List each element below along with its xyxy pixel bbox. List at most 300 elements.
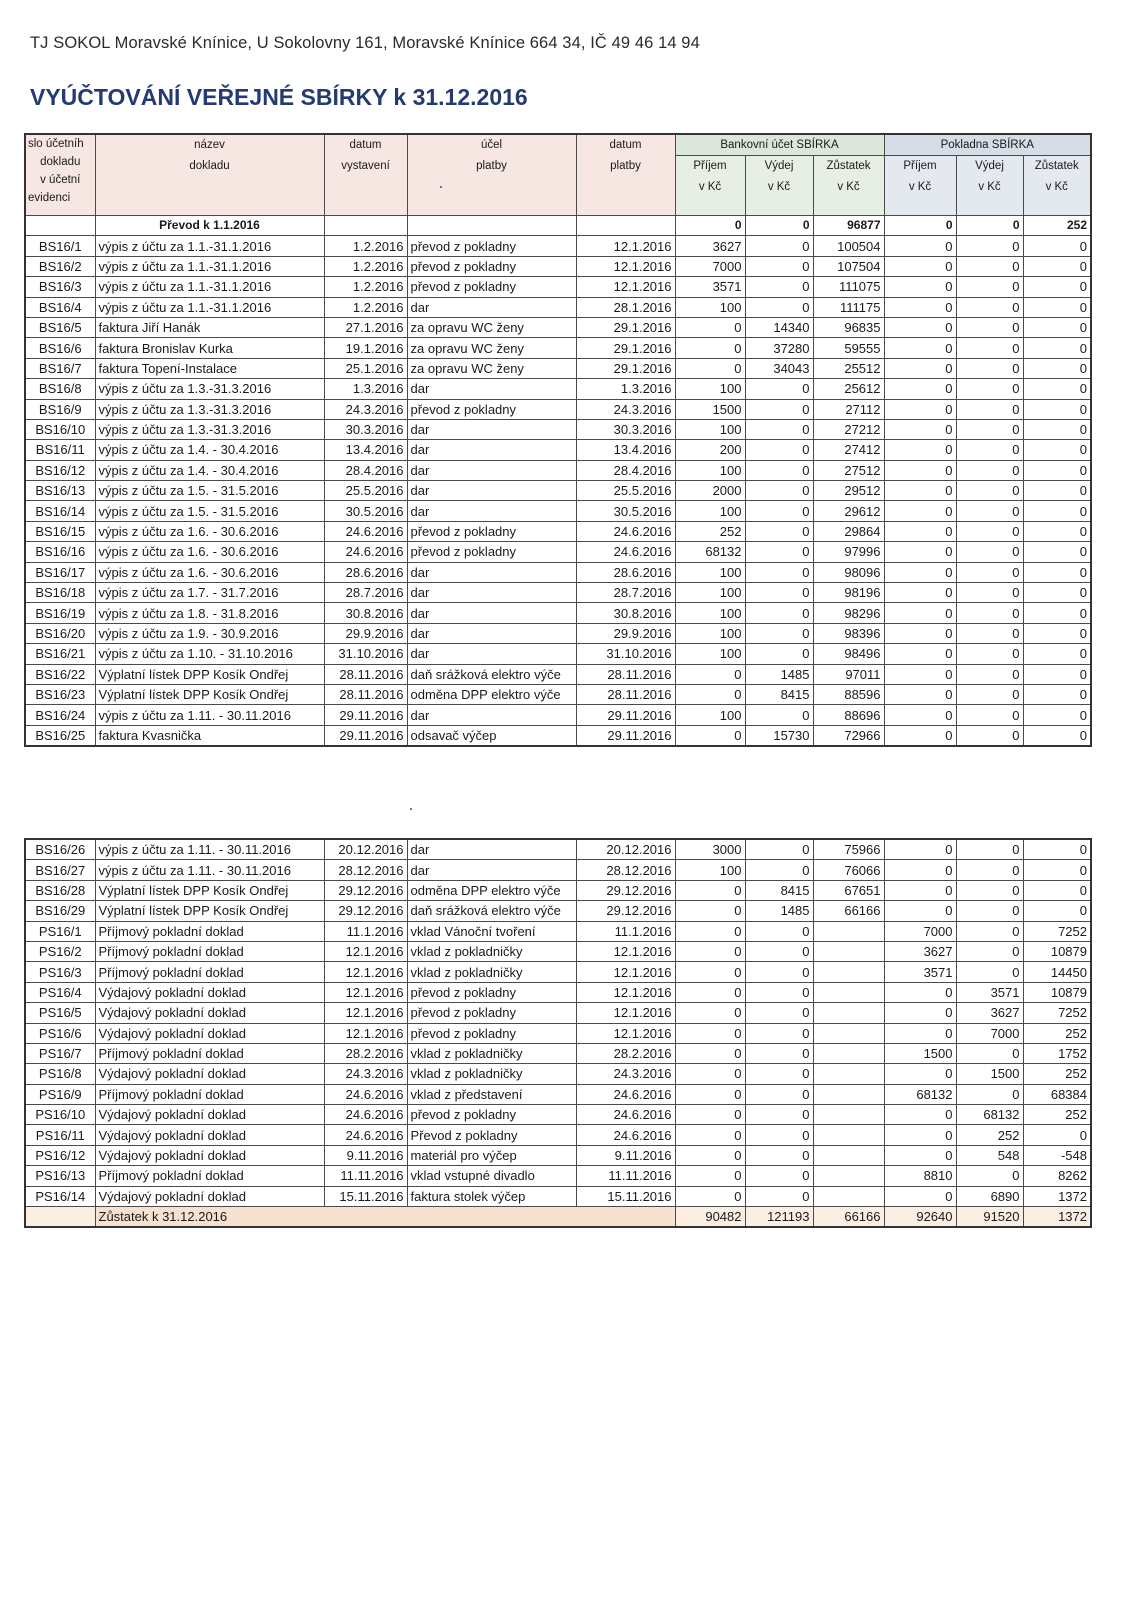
cell-doc-number: BS16/8 <box>25 379 95 399</box>
cell-bank-expense: 0 <box>745 1084 813 1104</box>
cell-cash-income: 0 <box>884 460 956 480</box>
cell-cash-expense: 0 <box>956 839 1023 860</box>
opening-bank-balance: 96877 <box>813 216 884 236</box>
cell-bank-balance: 107504 <box>813 256 884 276</box>
opening-cash-balance: 252 <box>1023 216 1091 236</box>
cell-cash-income: 0 <box>884 501 956 521</box>
cell-bank-income: 1500 <box>675 399 745 419</box>
cell-cash-income: 0 <box>884 644 956 664</box>
cell-issue-date: 12.1.2016 <box>324 982 407 1002</box>
cell-issue-date: 15.11.2016 <box>324 1186 407 1206</box>
header-bank-balance: Zůstatek v Kč <box>813 156 884 216</box>
table-row <box>25 1003 1091 1023</box>
cell-bank-balance: 97996 <box>813 542 884 562</box>
table-row <box>25 297 1091 317</box>
total-bank-expense: 121193 <box>745 1207 813 1228</box>
cell-issue-date: 24.6.2016 <box>324 1125 407 1145</box>
cell-issue-date: 24.3.2016 <box>324 1064 407 1084</box>
cell-purpose: převod z pokladny <box>407 521 576 541</box>
cell-cash-expense: 0 <box>956 603 1023 623</box>
cell-bank-balance: 27112 <box>813 399 884 419</box>
cell-issue-date: 29.11.2016 <box>324 705 407 725</box>
cell-doc-name: Výdajový pokladní doklad <box>95 1003 324 1023</box>
cell-cash-expense: 7000 <box>956 1023 1023 1043</box>
cell-doc-name: výpis z účtu za 1.11. - 30.11.2016 <box>95 839 324 860</box>
cell-purpose: dar <box>407 297 576 317</box>
cell-cash-balance: 0 <box>1023 338 1091 358</box>
cell-issue-date: 24.6.2016 <box>324 1084 407 1104</box>
cell-purpose: za opravu WC ženy <box>407 317 576 337</box>
cell-bank-expense: 0 <box>745 962 813 982</box>
cell-issue-date: 28.7.2016 <box>324 583 407 603</box>
cell-doc-name: výpis z účtu za 1.3.-31.3.2016 <box>95 399 324 419</box>
table-row <box>25 921 1091 941</box>
cell-cash-expense: 3571 <box>956 982 1023 1002</box>
cell-cash-expense: 0 <box>956 460 1023 480</box>
cell-pay-date: 28.7.2016 <box>576 583 675 603</box>
cell-doc-number: BS16/15 <box>25 521 95 541</box>
cell-doc-name: výpis z účtu za 1.5. - 31.5.2016 <box>95 481 324 501</box>
cell-cash-balance: 0 <box>1023 725 1091 746</box>
cell-bank-income: 0 <box>675 1084 745 1104</box>
opening-bank-income: 0 <box>675 216 745 236</box>
cell-bank-income: 0 <box>675 941 745 961</box>
cell-bank-expense: 0 <box>745 501 813 521</box>
cell-doc-number: BS16/28 <box>25 880 95 900</box>
cell-doc-name: Výdajový pokladní doklad <box>95 1186 324 1206</box>
cell-pay-date: 12.1.2016 <box>576 982 675 1002</box>
cell-cash-expense: 68132 <box>956 1105 1023 1125</box>
cell-pay-date: 12.1.2016 <box>576 236 675 256</box>
table-row <box>25 399 1091 419</box>
cell-issue-date: 12.1.2016 <box>324 962 407 982</box>
cell-bank-expense: 0 <box>745 399 813 419</box>
cell-cash-balance: 14450 <box>1023 962 1091 982</box>
opening-label: Převod k 1.1.2016 <box>95 216 324 236</box>
cell-cash-income: 0 <box>884 419 956 439</box>
cell-cash-balance: 0 <box>1023 705 1091 725</box>
cell-cash-balance: 7252 <box>1023 921 1091 941</box>
cell-doc-name: výpis z účtu za 1.1.-31.1.2016 <box>95 277 324 297</box>
cell-issue-date: 24.3.2016 <box>324 399 407 419</box>
cell-bank-balance <box>813 1084 884 1104</box>
cell-bank-expense: 0 <box>745 982 813 1002</box>
cell-bank-expense: 0 <box>745 1125 813 1145</box>
cell-bank-expense: 0 <box>745 1145 813 1165</box>
cell-bank-balance <box>813 1166 884 1186</box>
cell-bank-income: 100 <box>675 419 745 439</box>
cell-doc-number: PS16/10 <box>25 1105 95 1125</box>
table-row <box>25 982 1091 1002</box>
cell-bank-income: 7000 <box>675 256 745 276</box>
cell-issue-date: 29.12.2016 <box>324 880 407 900</box>
table-row <box>25 440 1091 460</box>
cell-bank-income: 0 <box>675 1003 745 1023</box>
cell-bank-income: 100 <box>675 297 745 317</box>
cell-bank-expense: 0 <box>745 1064 813 1084</box>
cell-cash-balance: 252 <box>1023 1105 1091 1125</box>
cell-cash-expense: 6890 <box>956 1186 1023 1206</box>
cell-doc-number: PS16/1 <box>25 921 95 941</box>
cell-bank-balance: 29864 <box>813 521 884 541</box>
cell-cash-income: 0 <box>884 583 956 603</box>
cell-doc-number: BS16/17 <box>25 562 95 582</box>
cell-bank-expense: 0 <box>745 860 813 880</box>
cell-bank-balance: 98296 <box>813 603 884 623</box>
cell-doc-number: BS16/20 <box>25 623 95 643</box>
cell-bank-balance: 29612 <box>813 501 884 521</box>
cell-doc-name: výpis z účtu za 1.11. - 30.11.2016 <box>95 860 324 880</box>
cell-cash-income: 0 <box>884 664 956 684</box>
cell-bank-balance: 88596 <box>813 684 884 704</box>
cell-cash-income: 0 <box>884 684 956 704</box>
cell-pay-date: 28.6.2016 <box>576 562 675 582</box>
cell-issue-date: 12.1.2016 <box>324 941 407 961</box>
cell-bank-balance: 96835 <box>813 317 884 337</box>
cell-cash-expense: 0 <box>956 317 1023 337</box>
cell-bank-income: 0 <box>675 1125 745 1145</box>
header-doc-number: slo účetníh dokladu v účetní evidenci <box>25 134 95 216</box>
cell-bank-balance <box>813 921 884 941</box>
opening-balance-row <box>25 216 1091 236</box>
cell-doc-number: BS16/25 <box>25 725 95 746</box>
cell-bank-income: 2000 <box>675 481 745 501</box>
cell-bank-balance <box>813 982 884 1002</box>
cell-bank-expense: 0 <box>745 277 813 297</box>
cell-bank-expense: 0 <box>745 705 813 725</box>
cell-cash-income: 0 <box>884 901 956 921</box>
cell-pay-date: 24.6.2016 <box>576 542 675 562</box>
cell-cash-balance: 0 <box>1023 236 1091 256</box>
cell-cash-expense: 0 <box>956 379 1023 399</box>
cell-bank-expense: 0 <box>745 562 813 582</box>
cell-cash-balance: 0 <box>1023 501 1091 521</box>
cell-bank-income: 0 <box>675 1023 745 1043</box>
cell-cash-balance: 0 <box>1023 623 1091 643</box>
cell-pay-date: 29.9.2016 <box>576 623 675 643</box>
cell-pay-date: 12.1.2016 <box>576 1003 675 1023</box>
cell-cash-expense: 0 <box>956 256 1023 276</box>
cell-cash-expense: 0 <box>956 277 1023 297</box>
cell-cash-balance: 0 <box>1023 419 1091 439</box>
header-bank-group: Bankovní účet SBÍRKA <box>675 134 884 156</box>
cell-cash-balance: 0 <box>1023 684 1091 704</box>
total-cash-expense: 91520 <box>956 1207 1023 1228</box>
cell-doc-name: Výdajový pokladní doklad <box>95 1064 324 1084</box>
cell-doc-number: BS16/19 <box>25 603 95 623</box>
cell-cash-income: 0 <box>884 338 956 358</box>
table-row <box>25 1043 1091 1063</box>
table-row <box>25 256 1091 276</box>
cell-issue-date: 20.12.2016 <box>324 839 407 860</box>
cell-cash-expense: 0 <box>956 236 1023 256</box>
cell-bank-income: 0 <box>675 1043 745 1063</box>
cell-pay-date: 24.3.2016 <box>576 399 675 419</box>
cell-cash-income: 68132 <box>884 1084 956 1104</box>
header-issue-date: datum vystavení <box>324 134 407 216</box>
cell-cash-balance: 0 <box>1023 256 1091 276</box>
cell-bank-expense: 0 <box>745 236 813 256</box>
cell-purpose: dar <box>407 623 576 643</box>
cell-cash-expense: 0 <box>956 623 1023 643</box>
header-pay-date: datum platby <box>576 134 675 216</box>
cell-pay-date: 28.11.2016 <box>576 684 675 704</box>
cell-bank-expense: 0 <box>745 481 813 501</box>
header-cash-income: Příjem v Kč <box>884 156 956 216</box>
cell-issue-date: 29.11.2016 <box>324 725 407 746</box>
cell-bank-expense: 0 <box>745 521 813 541</box>
cell-cash-balance: 0 <box>1023 562 1091 582</box>
cell-issue-date: 30.3.2016 <box>324 419 407 439</box>
cell-doc-name: výpis z účtu za 1.7. - 31.7.2016 <box>95 583 324 603</box>
cell-cash-expense: 0 <box>956 562 1023 582</box>
cell-bank-balance: 98396 <box>813 623 884 643</box>
cell-issue-date: 1.2.2016 <box>324 236 407 256</box>
cell-bank-income: 100 <box>675 379 745 399</box>
cell-issue-date: 24.6.2016 <box>324 1105 407 1125</box>
cell-bank-expense: 0 <box>745 603 813 623</box>
cell-doc-number: PS16/7 <box>25 1043 95 1063</box>
cell-bank-income: 3000 <box>675 839 745 860</box>
cell-cash-balance: 0 <box>1023 1125 1091 1145</box>
cell-purpose: odsavač výčep <box>407 725 576 746</box>
cell-cash-expense: 0 <box>956 440 1023 460</box>
cell-pay-date: 29.11.2016 <box>576 705 675 725</box>
cell-bank-balance <box>813 1064 884 1084</box>
cell-bank-balance <box>813 1125 884 1145</box>
cell-cash-income: 0 <box>884 603 956 623</box>
cell-bank-income: 0 <box>675 1186 745 1206</box>
cell-bank-expense: 8415 <box>745 684 813 704</box>
cell-pay-date: 29.1.2016 <box>576 317 675 337</box>
cell-pay-date: 24.6.2016 <box>576 521 675 541</box>
cell-issue-date: 29.12.2016 <box>324 901 407 921</box>
cell-purpose: vklad z pokladničky <box>407 941 576 961</box>
cell-doc-number: PS16/11 <box>25 1125 95 1145</box>
cell-cash-expense: 0 <box>956 399 1023 419</box>
cell-cash-expense: 0 <box>956 941 1023 961</box>
cell-bank-balance: 72966 <box>813 725 884 746</box>
cell-issue-date: 30.8.2016 <box>324 603 407 623</box>
cell-cash-balance: 68384 <box>1023 1084 1091 1104</box>
cell-doc-name: Výplatní lístek DPP Kosík Ondřej <box>95 880 324 900</box>
cell-purpose: vklad z pokladničky <box>407 1064 576 1084</box>
cell-cash-balance: 252 <box>1023 1023 1091 1043</box>
cell-doc-name: výpis z účtu za 1.5. - 31.5.2016 <box>95 501 324 521</box>
cell-issue-date: 28.12.2016 <box>324 860 407 880</box>
cell-doc-number: BS16/4 <box>25 297 95 317</box>
table-row <box>25 583 1091 603</box>
cell-purpose: materiál pro výčep <box>407 1145 576 1165</box>
cell-bank-expense: 0 <box>745 941 813 961</box>
cell-cash-expense: 548 <box>956 1145 1023 1165</box>
cell-bank-balance: 25612 <box>813 379 884 399</box>
cell-doc-number: BS16/12 <box>25 460 95 480</box>
cell-issue-date: 11.11.2016 <box>324 1166 407 1186</box>
cell-doc-name: Výdajový pokladní doklad <box>95 1105 324 1125</box>
cell-bank-expense: 0 <box>745 839 813 860</box>
cell-bank-expense: 15730 <box>745 725 813 746</box>
cell-doc-number: BS16/18 <box>25 583 95 603</box>
cell-bank-income: 0 <box>675 725 745 746</box>
cell-cash-income: 0 <box>884 839 956 860</box>
cell-issue-date: 28.6.2016 <box>324 562 407 582</box>
cell-cash-expense: 0 <box>956 583 1023 603</box>
cell-purpose: dar <box>407 460 576 480</box>
cell-purpose: dar <box>407 562 576 582</box>
cell-doc-number: PS16/2 <box>25 941 95 961</box>
cell-purpose: vklad Vánoční tvoření <box>407 921 576 941</box>
cell-bank-expense: 0 <box>745 583 813 603</box>
table-row <box>25 684 1091 704</box>
cell-bank-expense: 1485 <box>745 664 813 684</box>
cell-cash-income: 0 <box>884 1145 956 1165</box>
cell-cash-expense: 0 <box>956 860 1023 880</box>
table-row <box>25 1064 1091 1084</box>
cell-cash-income: 0 <box>884 1064 956 1084</box>
cell-bank-balance <box>813 1043 884 1063</box>
cell-doc-number: PS16/3 <box>25 962 95 982</box>
cell-bank-expense: 0 <box>745 1023 813 1043</box>
cell-cash-income: 0 <box>884 399 956 419</box>
table-row <box>25 941 1091 961</box>
cell-doc-number: PS16/12 <box>25 1145 95 1165</box>
cell-bank-balance: 98196 <box>813 583 884 603</box>
cell-cash-income: 0 <box>884 521 956 541</box>
cell-doc-number: BS16/9 <box>25 399 95 419</box>
cell-pay-date: 12.1.2016 <box>576 277 675 297</box>
cell-bank-expense: 8415 <box>745 880 813 900</box>
cell-doc-number: PS16/14 <box>25 1186 95 1206</box>
cell-pay-date: 29.1.2016 <box>576 338 675 358</box>
cell-issue-date: 24.6.2016 <box>324 521 407 541</box>
cell-bank-income: 100 <box>675 460 745 480</box>
cell-purpose: vklad z představení <box>407 1084 576 1104</box>
cell-purpose: dar <box>407 644 576 664</box>
cell-cash-balance: 0 <box>1023 358 1091 378</box>
cell-pay-date: 12.1.2016 <box>576 1023 675 1043</box>
cell-doc-name: Výplatní lístek DPP Kosík Ondřej <box>95 901 324 921</box>
cell-purpose: dar <box>407 440 576 460</box>
table-row <box>25 1105 1091 1125</box>
cell-doc-name: výpis z účtu za 1.3.-31.3.2016 <box>95 379 324 399</box>
cell-cash-expense: 0 <box>956 684 1023 704</box>
cell-bank-income: 0 <box>675 880 745 900</box>
cell-cash-income: 0 <box>884 379 956 399</box>
cell-issue-date: 30.5.2016 <box>324 501 407 521</box>
cell-bank-income: 3627 <box>675 236 745 256</box>
cell-issue-date: 13.4.2016 <box>324 440 407 460</box>
table-row <box>25 1186 1091 1206</box>
cell-bank-balance <box>813 1023 884 1043</box>
cell-purpose: odměna DPP elektro výče <box>407 684 576 704</box>
scan-speck <box>440 186 442 188</box>
cell-bank-expense: 0 <box>745 1105 813 1125</box>
cell-cash-expense: 0 <box>956 521 1023 541</box>
table-row <box>25 542 1091 562</box>
cell-cash-balance: 0 <box>1023 880 1091 900</box>
cell-bank-expense: 37280 <box>745 338 813 358</box>
cell-bank-income: 100 <box>675 583 745 603</box>
cell-bank-income: 0 <box>675 358 745 378</box>
table-row <box>25 338 1091 358</box>
cell-doc-number: BS16/5 <box>25 317 95 337</box>
table-row <box>25 705 1091 725</box>
cell-bank-income: 252 <box>675 521 745 541</box>
cell-bank-balance: 25512 <box>813 358 884 378</box>
cell-pay-date: 29.12.2016 <box>576 901 675 921</box>
table-row <box>25 1084 1091 1104</box>
cell-doc-number: BS16/11 <box>25 440 95 460</box>
cell-cash-expense: 0 <box>956 542 1023 562</box>
cell-bank-expense: 0 <box>745 297 813 317</box>
cell-bank-income: 200 <box>675 440 745 460</box>
cell-issue-date: 12.1.2016 <box>324 1003 407 1023</box>
cell-purpose: převod z pokladny <box>407 1023 576 1043</box>
cell-doc-name: Příjmový pokladní doklad <box>95 1084 324 1104</box>
cell-cash-income: 0 <box>884 236 956 256</box>
total-cash-balance: 1372 <box>1023 1207 1091 1228</box>
cell-cash-expense: 3627 <box>956 1003 1023 1023</box>
cell-cash-balance: 0 <box>1023 583 1091 603</box>
cell-cash-income: 7000 <box>884 921 956 941</box>
scan-speck <box>410 808 412 810</box>
cell-doc-name: faktura Jiří Hanák <box>95 317 324 337</box>
cell-bank-income: 100 <box>675 603 745 623</box>
cell-cash-balance: 0 <box>1023 440 1091 460</box>
cell-doc-name: faktura Bronislav Kurka <box>95 338 324 358</box>
cell-pay-date: 30.3.2016 <box>576 419 675 439</box>
opening-bank-expense: 0 <box>745 216 813 236</box>
cell-cash-balance: 10879 <box>1023 982 1091 1002</box>
cell-purpose: převod z pokladny <box>407 277 576 297</box>
cell-cash-balance: 1752 <box>1023 1043 1091 1063</box>
cell-bank-income: 0 <box>675 338 745 358</box>
cell-doc-number: BS16/16 <box>25 542 95 562</box>
cell-cash-balance: 0 <box>1023 603 1091 623</box>
cell-purpose: dar <box>407 379 576 399</box>
cell-bank-balance: 98096 <box>813 562 884 582</box>
cell-doc-name: výpis z účtu za 1.6. - 30.6.2016 <box>95 542 324 562</box>
cell-cash-expense: 0 <box>956 1166 1023 1186</box>
organization-line: TJ SOKOL Moravské Knínice, U Sokolovny 161, Moravské Knínice 664 34, IČ 49 46 14 94 <box>30 34 700 52</box>
cell-cash-income: 0 <box>884 542 956 562</box>
cell-bank-balance: 88696 <box>813 705 884 725</box>
cell-pay-date: 28.4.2016 <box>576 460 675 480</box>
cell-bank-income: 0 <box>675 1166 745 1186</box>
cell-cash-balance: 0 <box>1023 399 1091 419</box>
cell-issue-date: 11.1.2016 <box>324 921 407 941</box>
cell-pay-date: 9.11.2016 <box>576 1145 675 1165</box>
cell-pay-date: 12.1.2016 <box>576 962 675 982</box>
header-cash-group: Pokladna SBÍRKA <box>884 134 1091 156</box>
cell-cash-balance: 0 <box>1023 460 1091 480</box>
cell-cash-balance: 252 <box>1023 1064 1091 1084</box>
cell-cash-balance: 0 <box>1023 481 1091 501</box>
table-row <box>25 880 1091 900</box>
cell-pay-date: 20.12.2016 <box>576 839 675 860</box>
ledger-table-top <box>24 133 1092 747</box>
cell-issue-date: 25.1.2016 <box>324 358 407 378</box>
cell-bank-balance: 59555 <box>813 338 884 358</box>
cell-cash-balance: 0 <box>1023 521 1091 541</box>
cell-cash-income: 0 <box>884 623 956 643</box>
cell-bank-income: 0 <box>675 921 745 941</box>
cell-purpose: dar <box>407 839 576 860</box>
cell-bank-income: 0 <box>675 901 745 921</box>
table-row <box>25 1023 1091 1043</box>
cell-bank-expense: 0 <box>745 460 813 480</box>
